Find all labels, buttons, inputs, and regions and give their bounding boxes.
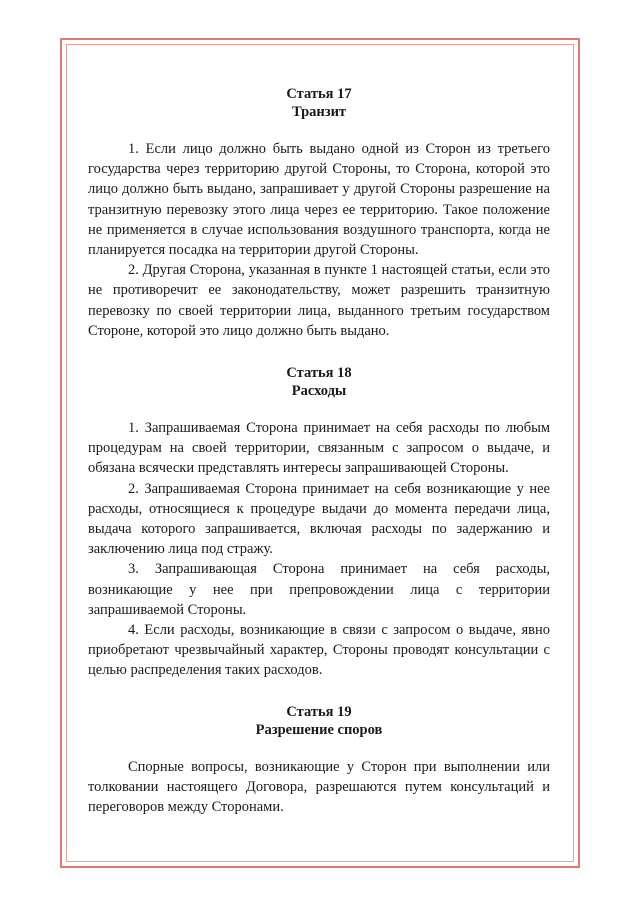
paragraph: 1. Если лицо должно быть выдано одной из Сторон из третьего государства через территорию другой Стороны, то Сторона, которой это лицо должно быть выдано, запрашивает у другой Стороны разрешение на транзитную перевозку этого лица через ее территорию. Такое положение не применяется в случае использования воздушного транспорта, когда не планируется посадка на территории другой Стороны. xyxy=(88,141,550,259)
document-body xyxy=(88,85,550,817)
paragraph: 2. Другая Сторона, указанная в пункте 1 настоящей статьи, если это не противоречит ее законодательству, может разрешить транзитную перевозку по своей территории лица, выданного третьим государством Стороне, которой это лицо должно быть выдано. xyxy=(88,262,550,339)
article-title: Разрешение споров xyxy=(255,721,383,738)
paragraph: 3. Запрашивающая Сторона принимает на себя расходы, возникающие у нее при препровождении лица с территории запрашиваемой Стороны. xyxy=(88,561,550,618)
article-title: Транзит xyxy=(291,104,347,120)
article-number: Статья 19 xyxy=(286,703,352,720)
paragraph: 1. Запрашиваемая Сторона принимает на себя расходы по любым процедурам на своей территории, связанным с запросом о выдаче, и обязана всячески представлять интересы запрашивающей Стороны. xyxy=(88,420,550,477)
article-number: Статья 17 xyxy=(286,86,352,102)
paragraph: 2. Запрашиваемая Сторона принимает на себя возникающие у нее расходы, относящиеся к процедуре выдачи до момента передачи лица, выдача которого запрашивается, включая расходы по задержанию и заключению лица под стражу. xyxy=(88,480,550,558)
article-19 xyxy=(88,703,550,818)
article-title: Расходы xyxy=(291,383,347,400)
paragraph: Спорные вопросы, возникающие у Сторон при выполнении или толковании настоящего Договора, разрешаются путем консультаций и переговоров между Сторонами. xyxy=(88,758,550,816)
article-17 xyxy=(88,85,550,341)
article-18 xyxy=(88,364,550,681)
paragraph: 4. Если расходы, возникающие в связи с запросом о выдаче, явно приобретают чрезвычайный характер, Стороны проводят консультации с целью распределения таких расходов. xyxy=(88,622,550,679)
article-number: Статья 18 xyxy=(286,365,352,382)
